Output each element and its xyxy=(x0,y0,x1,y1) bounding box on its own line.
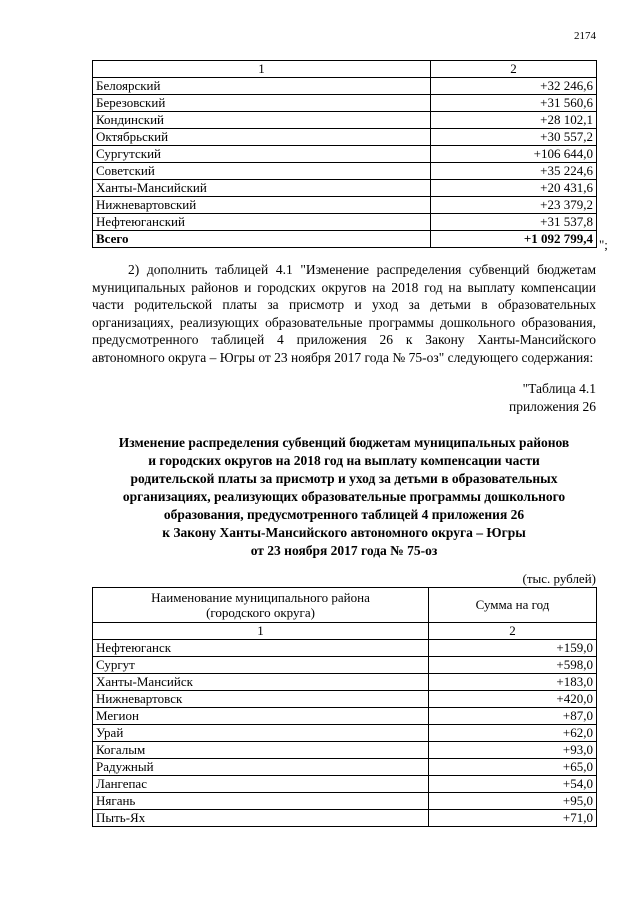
municipality-name: Урай xyxy=(93,725,429,742)
page-number: 2174 xyxy=(574,30,596,42)
subvention-change-table xyxy=(92,587,597,827)
title-line: Изменение распределения субвенций бюджетам муниципальных районов xyxy=(118,435,570,450)
district-name: Нижневартовский xyxy=(93,197,431,214)
table-title xyxy=(92,434,596,560)
municipality-name: Ханты-Мансийск xyxy=(93,674,429,691)
municipality-name: Нягань xyxy=(93,793,429,810)
unit-label: (тыс. рублей) xyxy=(522,571,596,586)
amendment-paragraph xyxy=(92,261,596,366)
table-row xyxy=(93,163,597,180)
amount: +106 644,0 xyxy=(431,146,597,163)
table-row xyxy=(93,742,597,759)
amount: +95,0 xyxy=(429,793,597,810)
district-name: Ханты-Мансийский xyxy=(93,180,431,197)
table-row xyxy=(93,112,597,129)
district-name: Кондинский xyxy=(93,112,431,129)
district-name: Нефтеюганский xyxy=(93,214,431,231)
amount: +62,0 xyxy=(429,725,597,742)
amount: +183,0 xyxy=(429,674,597,691)
table-row xyxy=(93,146,597,163)
municipality-name: Пыть-Ях xyxy=(93,810,429,827)
paragraph-text: 2) дополнить таблицей 4.1 "Изменение распределения субвенций бюджетам муниципальных районов и городских округов на 2018 год на выплату компенсации части родительской платы за присмотр и уход за детьми в образовательных организациях, реализующих образовательные программы дошкольного образования, предусмотренного таблицей 4 приложения 26 к Закону Ханты-Мансийского автономного округа – Югры от 23 ноября 2017 года № 75-оз" следующего содержания: xyxy=(92,262,596,365)
header-line: Наименование муниципального района xyxy=(151,590,370,605)
title-line: и городских округов на 2018 год на выплату компенсации части xyxy=(148,453,540,468)
header-amount: Сумма на год xyxy=(429,588,597,623)
header-line: (городского округа) xyxy=(206,605,315,620)
column-number-1: 1 xyxy=(93,623,429,640)
amount: +420,0 xyxy=(429,691,597,708)
municipality-name: Мегион xyxy=(93,708,429,725)
table-row xyxy=(93,214,597,231)
column-number-2: 2 xyxy=(429,623,597,640)
amount: +93,0 xyxy=(429,742,597,759)
total-row xyxy=(93,231,597,248)
title-line: к Закону Ханты-Мансийского автономного округа – Югры xyxy=(162,525,526,540)
district-name: Белоярский xyxy=(93,78,431,95)
amount: +32 246,6 xyxy=(431,78,597,95)
table-reference-note xyxy=(462,380,596,416)
table-row xyxy=(93,691,597,708)
title-line: образования, предусмотренного таблицей 4 приложения 26 xyxy=(163,507,525,522)
table-row xyxy=(93,725,597,742)
table-row xyxy=(93,657,597,674)
amount: +20 431,6 xyxy=(431,180,597,197)
district-name: Октябрьский xyxy=(93,129,431,146)
municipality-name: Нижневартовск xyxy=(93,691,429,708)
amount: +71,0 xyxy=(429,810,597,827)
table-header-row xyxy=(93,588,597,623)
column-number-2: 2 xyxy=(431,61,597,78)
title-line: от 23 ноября 2017 года № 75-оз xyxy=(250,543,438,558)
municipality-name: Когалым xyxy=(93,742,429,759)
amount: +28 102,1 xyxy=(431,112,597,129)
title-line: организациях, реализующих образовательные программы дошкольного xyxy=(122,489,566,504)
amount: +31 537,8 xyxy=(431,214,597,231)
table-row xyxy=(93,129,597,146)
note-line-1: "Таблица 4.1 xyxy=(522,381,596,396)
amount: +87,0 xyxy=(429,708,597,725)
table-row xyxy=(93,776,597,793)
amount: +35 224,6 xyxy=(431,163,597,180)
allocation-table-continued xyxy=(92,60,597,248)
table-row xyxy=(93,640,597,657)
amount: +30 557,2 xyxy=(431,129,597,146)
amount: +159,0 xyxy=(429,640,597,657)
municipality-name: Радужный xyxy=(93,759,429,776)
table-row xyxy=(93,95,597,112)
table-row xyxy=(93,78,597,95)
table-row xyxy=(93,793,597,810)
total-label: Всего xyxy=(93,231,431,248)
table-row xyxy=(93,197,597,214)
municipality-name: Сургут xyxy=(93,657,429,674)
municipality-name: Лангепас xyxy=(93,776,429,793)
table-row xyxy=(93,180,597,197)
column-number-row xyxy=(93,623,597,640)
closing-quote: "; xyxy=(599,237,608,252)
table-row xyxy=(93,674,597,691)
header-municipality xyxy=(93,588,429,623)
table-row xyxy=(93,810,597,827)
column-number-1: 1 xyxy=(93,61,431,78)
note-line-2: приложения 26 xyxy=(508,399,596,414)
amount: +598,0 xyxy=(429,657,597,674)
total-amount: +1 092 799,4 xyxy=(431,231,597,248)
title-line: родительской платы за присмотр и уход за детьми в образовательных xyxy=(130,471,558,486)
table-row xyxy=(93,759,597,776)
district-name: Сургутский xyxy=(93,146,431,163)
amount: +23 379,2 xyxy=(431,197,597,214)
municipality-name: Нефтеюганск xyxy=(93,640,429,657)
table-row xyxy=(93,708,597,725)
table-header-row xyxy=(93,61,597,78)
amount: +54,0 xyxy=(429,776,597,793)
amount: +31 560,6 xyxy=(431,95,597,112)
amount: +65,0 xyxy=(429,759,597,776)
district-name: Советский xyxy=(93,163,431,180)
district-name: Березовский xyxy=(93,95,431,112)
